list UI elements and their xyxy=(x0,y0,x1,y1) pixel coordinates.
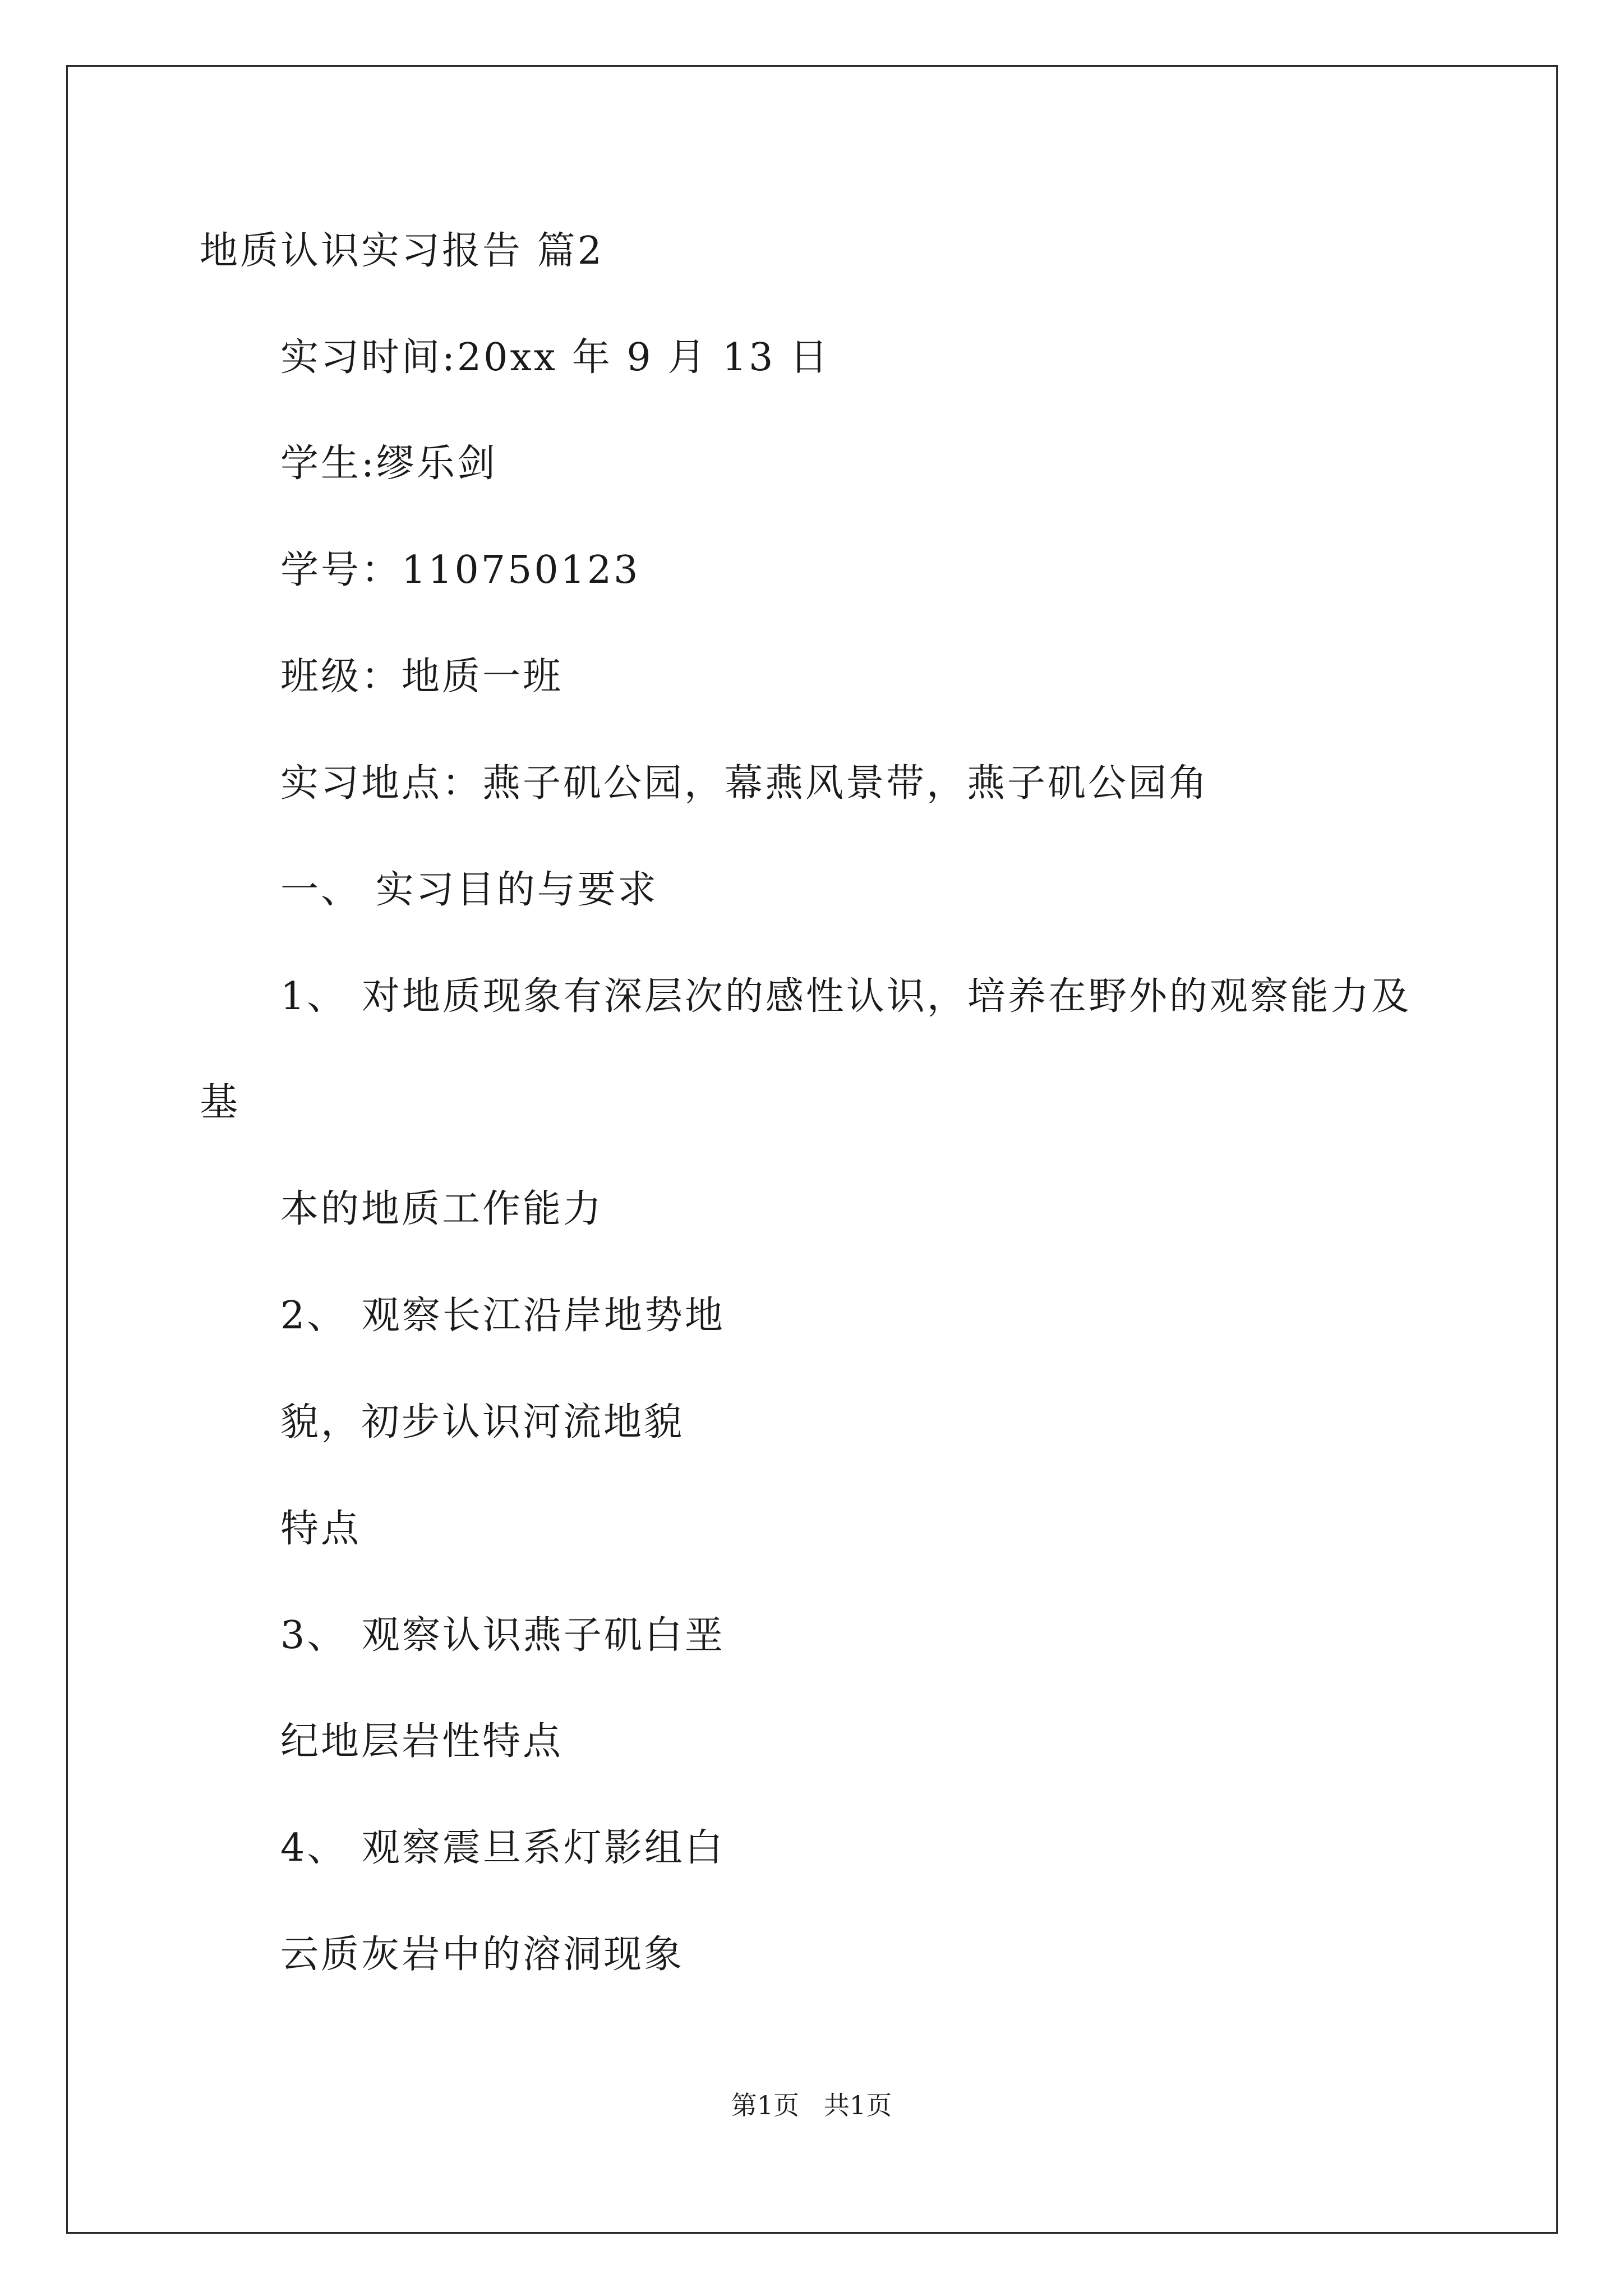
section-heading: 一、 实习目的与要求 xyxy=(280,868,658,912)
goal-1-line-3: 本的地质工作能力 xyxy=(280,1187,604,1231)
goal-1-line-1: 1、 对地质现象有深层次的感性认识，培养在野外的观察能力及 xyxy=(280,974,1412,1019)
page-number-footer: 第1页 共1页 xyxy=(731,2090,892,2120)
internship-time: 实习时间:20xx 年 9 月 13 日 xyxy=(280,335,831,380)
document-title: 地质认识实习报告 篇2 xyxy=(200,229,604,273)
goal-2-line-1: 2、 观察长江沿岸地势地 xyxy=(280,1294,725,1338)
student-id: 学号：110750123 xyxy=(280,548,640,592)
student-name: 学生:缪乐剑 xyxy=(280,441,497,486)
goal-2-line-2: 貌，初步认识河流地貌 xyxy=(280,1400,685,1444)
goal-3-line-1: 3、 观察认识燕子矶白垩 xyxy=(280,1613,725,1658)
goal-2-line-3: 特点 xyxy=(280,1507,362,1551)
internship-location: 实习地点：燕子矶公园，幕燕风景带，燕子矶公园角 xyxy=(280,761,1210,806)
goal-4-line-1: 4、 观察震旦系灯影组白 xyxy=(280,1826,725,1870)
goal-4-line-2: 云质灰岩中的溶洞现象 xyxy=(280,1932,685,1977)
page-border xyxy=(66,65,1558,2234)
class-name: 班级：地质一班 xyxy=(280,655,564,699)
goal-1-line-2: 基 xyxy=(200,1080,241,1125)
goal-3-line-2: 纪地层岩性特点 xyxy=(280,1719,564,1764)
